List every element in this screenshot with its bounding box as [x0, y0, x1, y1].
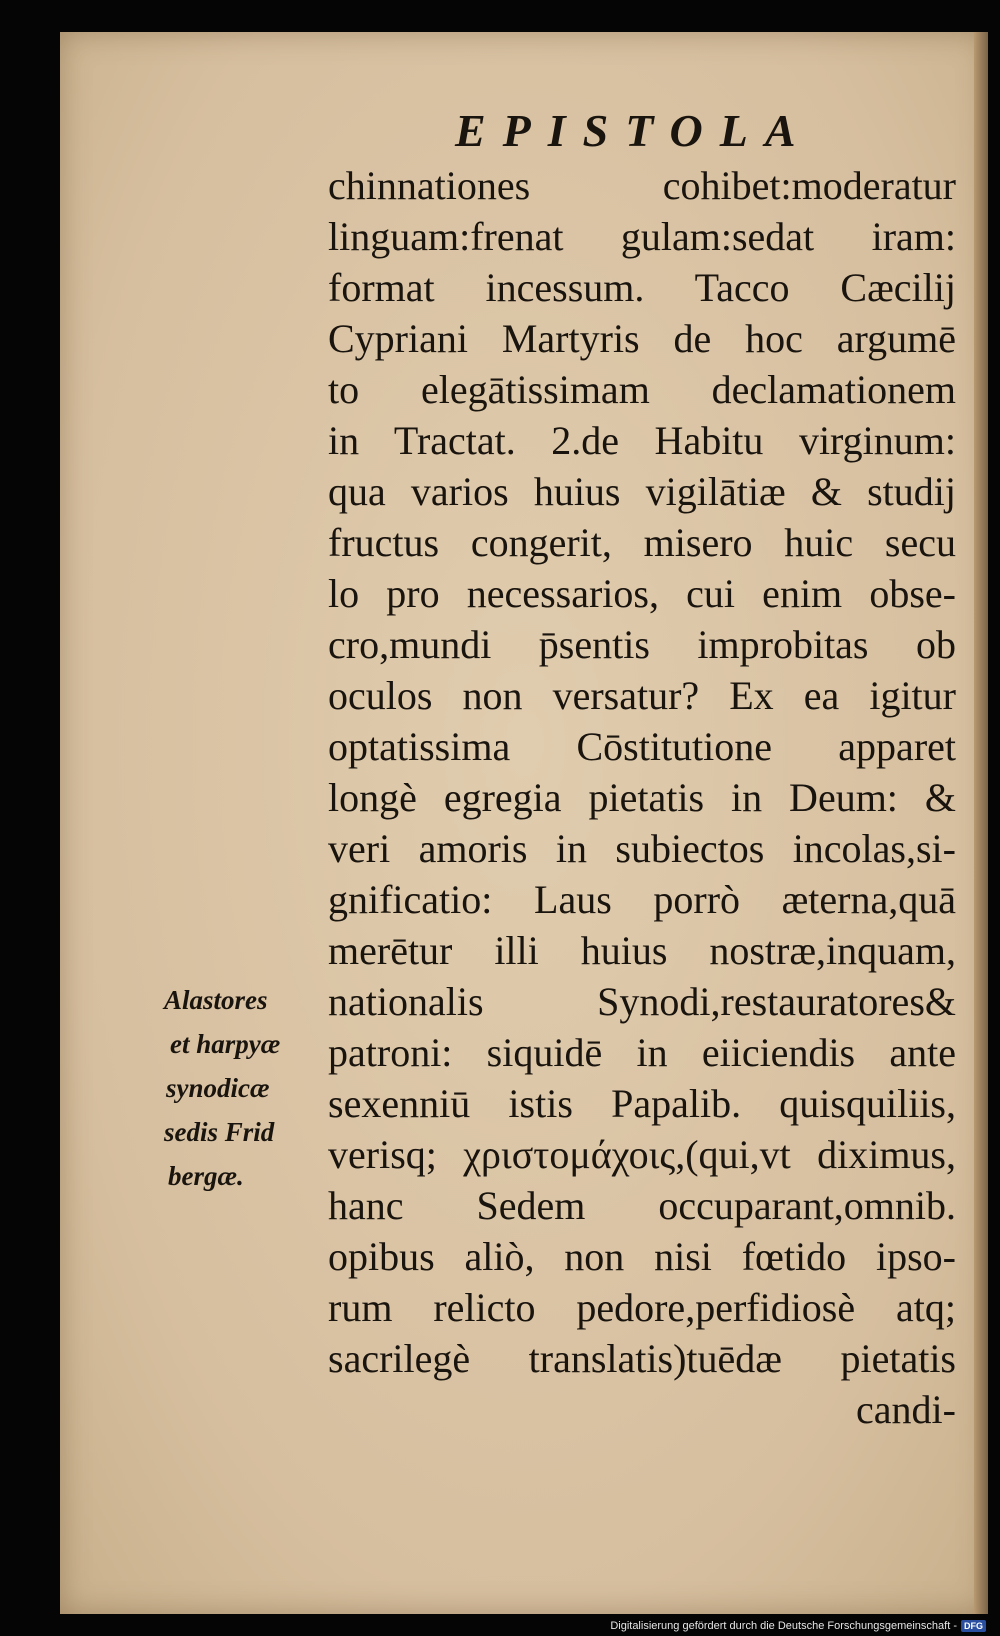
- text-line: lo pro necessarios, cui enim obse-: [328, 571, 956, 616]
- catchword: candi-: [856, 1387, 956, 1432]
- text-line: opibus aliò, non nisi fœtido ipso-: [328, 1234, 956, 1279]
- text-line: patroni: siquidē in eiiciendis ante: [328, 1030, 956, 1075]
- text-line: hanc Sedem occuparant,omnib.: [328, 1183, 956, 1228]
- text-line: rum relicto pedore,perfidiosè atq;: [328, 1285, 956, 1330]
- text-line: qua varios huius vigilātiæ & studij: [328, 469, 956, 514]
- text-line: to elegātissimam declamationem: [328, 367, 956, 412]
- text-line: linguam:frenat gulam:sedat iram:: [328, 214, 956, 259]
- text-line: Cypriani Martyris de hoc argumē: [328, 316, 956, 361]
- text-line: in Tractat. 2.de Habitu virginum:: [328, 418, 956, 463]
- text-line: format incessum. Tacco Cæcilij: [328, 265, 956, 310]
- text-line: nationalis Synodi,restauratores&: [328, 979, 956, 1024]
- marginal-line: synodicæ: [166, 1073, 270, 1103]
- book-page: [60, 32, 988, 1614]
- text-line: chinnationes cohibet:moderatur: [328, 163, 956, 208]
- main-text-block: [328, 160, 956, 1435]
- text-line: optatissima Cōstitutione apparet: [328, 724, 956, 769]
- text-line: verisq; χριστομάχοις,(qui,vt diximus,: [328, 1132, 956, 1177]
- marginal-line: sedis Frid: [164, 1117, 275, 1147]
- digitization-footer: [610, 1620, 986, 1632]
- text-line: cro,mundi p̄sentis improbitas ob: [328, 622, 956, 667]
- marginal-line: bergæ.: [168, 1161, 244, 1191]
- text-line: fructus congerit, misero huic secu: [328, 520, 956, 565]
- footer-text: Digitalisierung gefördert durch die Deutsche Forschungsgemeinschaft -: [610, 1620, 957, 1632]
- marginal-note: [164, 978, 324, 1198]
- marginal-line: Alastores: [164, 985, 268, 1015]
- text-line: sacrilegè translatis)tuēdæ pietatis: [328, 1336, 956, 1381]
- running-head: EPISTOLA: [455, 105, 813, 156]
- dfg-logo-icon: DFG: [961, 1620, 986, 1632]
- text-line: longè egregia pietatis in Deum: &: [328, 775, 956, 820]
- text-line: sexenniū istis Papalib. quisquiliis,: [328, 1081, 956, 1126]
- page-edge: [974, 32, 988, 1614]
- text-line: merētur illi huius nostræ,inquam,: [328, 928, 956, 973]
- text-line: oculos non versatur? Ex ea igitur: [328, 673, 956, 718]
- text-line: gnificatio: Laus porrò æterna,quā: [328, 877, 956, 922]
- marginal-line: et harpyæ: [170, 1029, 281, 1059]
- text-line: veri amoris in subiectos incolas,si-: [328, 826, 956, 871]
